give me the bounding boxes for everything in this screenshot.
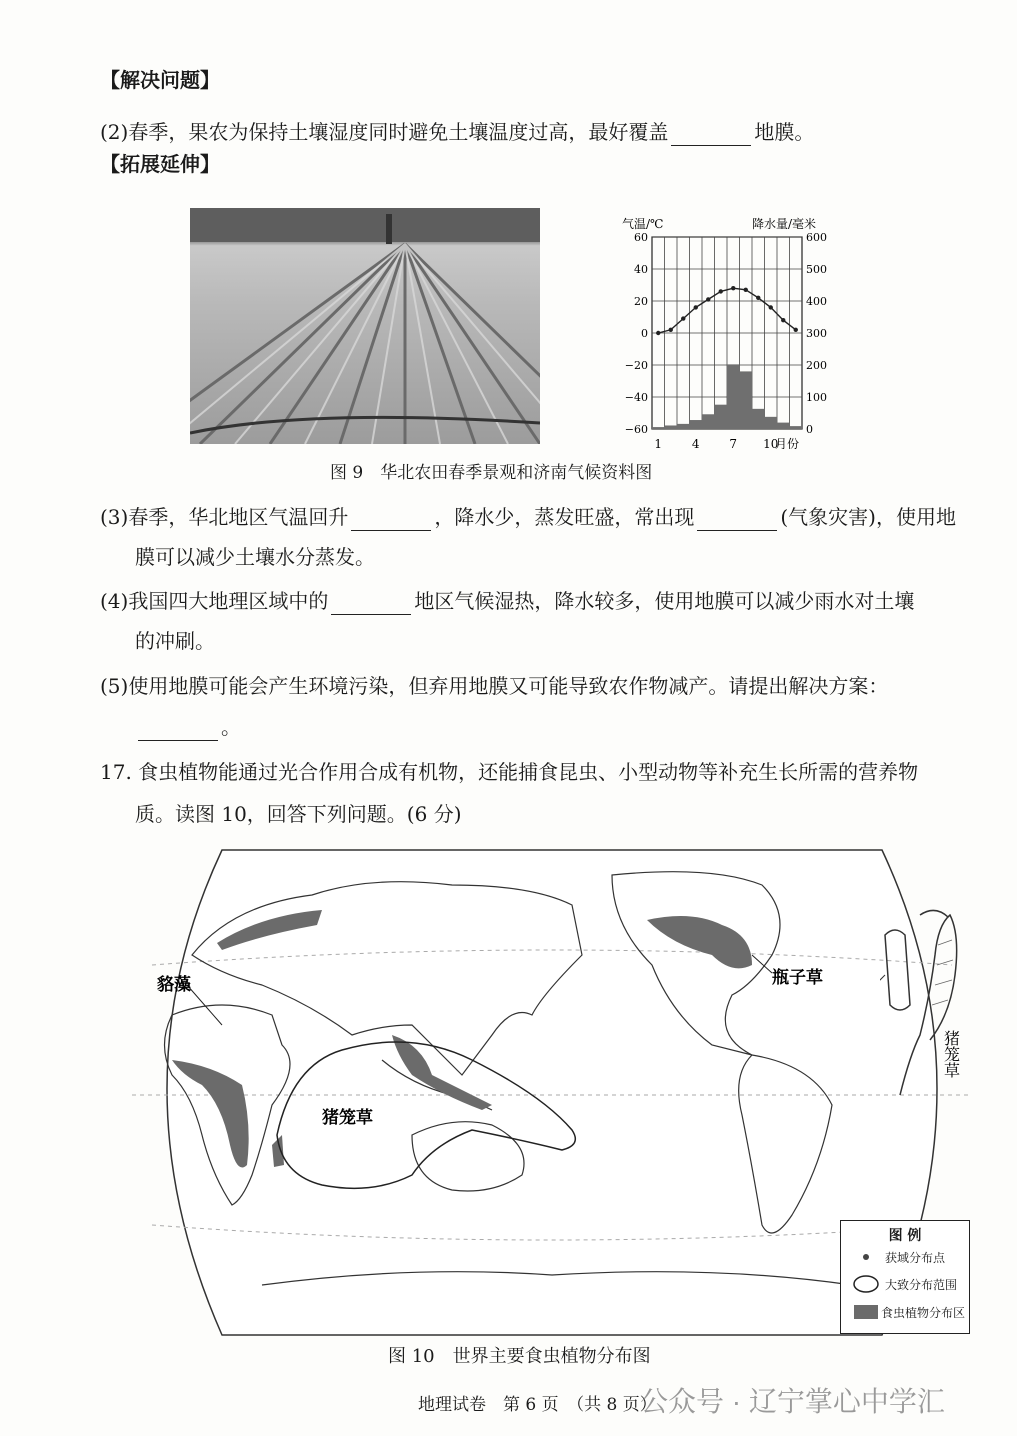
watermark: 公众号 · 辽宁掌心中学汇 — [640, 1386, 945, 1417]
left-tick-label: −40 — [624, 391, 648, 404]
temp-point-1 — [656, 331, 660, 335]
temp-point-12 — [794, 328, 798, 332]
right-tick-label: 300 — [806, 327, 827, 340]
temp-point-5 — [706, 297, 710, 301]
farmland-photo-drawing — [190, 208, 540, 444]
solve-heading: 【解决问题】 — [100, 68, 220, 92]
map-legend — [840, 1220, 970, 1334]
precip-bar-8 — [740, 371, 753, 429]
extend-heading: 【拓展延伸】 — [100, 152, 220, 176]
x-tick-label: 4 — [691, 437, 700, 451]
x-tick-label: 7 — [729, 437, 738, 451]
q3-answer-blank-2[interactable] — [697, 510, 777, 531]
right-tick-label: 500 — [806, 263, 827, 276]
temp-point-4 — [694, 305, 698, 309]
q3-text-a: (3)春季，华北地区气温回升 — [100, 505, 349, 529]
right-tick-label: 0 — [806, 423, 813, 436]
legend-symbols — [851, 1249, 881, 1329]
precip-bar-4 — [690, 420, 703, 429]
legend-point-icon — [863, 1254, 869, 1260]
left-tick-label: −20 — [624, 359, 648, 372]
temp-point-9 — [756, 296, 760, 300]
precip-bar-2 — [665, 425, 678, 429]
q4-answer-blank[interactable] — [331, 594, 411, 615]
q3-text-c: (气象灾害)，使用地 — [780, 505, 956, 529]
temp-point-3 — [681, 316, 685, 320]
temp-point-7 — [731, 286, 735, 290]
label-sarracenia: 瓶子草 — [772, 968, 823, 987]
precip-bar-1 — [652, 427, 665, 429]
q17-line-2: 质。读图 10，回答下列问题。(6 分) — [135, 802, 462, 826]
left-axis-label: 气温/℃ — [622, 217, 664, 231]
label-aldrovanda: 貉藻 — [157, 975, 191, 994]
right-tick-label: 600 — [806, 231, 827, 244]
q4-text-a: (4)我国四大地理区域中的 — [100, 589, 329, 613]
q5-answer-blank[interactable] — [138, 720, 218, 741]
right-tick-label: 100 — [806, 391, 827, 404]
left-tick-label: 60 — [634, 231, 648, 244]
label-nepenthes: 猪笼草 — [322, 1108, 373, 1127]
question-17: 17. 食虫植物能通过光合作用合成有机物，还能捕食昆虫、小型动物等补充生长所需的营养物 — [100, 760, 919, 784]
x-axis-unit: 月份 — [775, 437, 800, 451]
legend-area-icon — [854, 1305, 878, 1319]
precip-bar-10 — [765, 417, 778, 429]
temp-point-6 — [719, 289, 723, 293]
temp-point-2 — [669, 328, 673, 332]
left-tick-label: 0 — [641, 327, 648, 340]
precip-bar-6 — [715, 405, 728, 429]
q3-text-b: ，降水少，蒸发旺盛，常出现 — [434, 505, 695, 529]
q3-answer-blank-1[interactable] — [351, 510, 431, 531]
temp-point-11 — [781, 318, 785, 322]
q2-answer-blank[interactable] — [671, 125, 751, 146]
q3-line-2: 膜可以减少土壤水分蒸发。 — [135, 545, 375, 569]
legend-title: 图 例 — [888, 1228, 922, 1244]
left-tick-label: −60 — [624, 423, 648, 436]
page-footer: 地理试卷 第 6 页 （共 8 页） — [418, 1395, 657, 1415]
temp-point-8 — [744, 288, 748, 292]
precip-bar-5 — [702, 414, 715, 429]
temp-point-10 — [769, 305, 773, 309]
question-4 — [100, 587, 914, 615]
precip-bar-12 — [790, 426, 803, 429]
legend-range-label: 大致分布范围 — [885, 1278, 958, 1292]
climate-chart — [610, 212, 840, 457]
legend-point-label: 获域分布点 — [885, 1251, 946, 1265]
q2-text: (2)春季，果农为保持土壤湿度同时避免土壤温度过高，最好覆盖 — [100, 120, 669, 144]
right-tick-label: 200 — [806, 359, 827, 372]
legend-area-label: 食虫植物分布区 — [881, 1306, 966, 1320]
question-3 — [100, 503, 956, 531]
figure9-caption: 图 9 华北农田春季景观和济南气候资料图 — [330, 463, 653, 483]
legend-range-icon — [854, 1276, 878, 1292]
precip-bar-11 — [777, 423, 790, 429]
pitcher-plant-illustration — [880, 895, 965, 1095]
x-tick-label: 10 — [763, 437, 779, 451]
farmland-photo — [190, 208, 540, 444]
q5-line-2 — [135, 713, 241, 741]
right-tick-label: 400 — [806, 295, 827, 308]
left-tick-label: 20 — [634, 295, 648, 308]
precip-bar-3 — [677, 424, 690, 429]
question-5: (5)使用地膜可能会产生环境污染，但弃用地膜又可能导致农作物减产。请提出解决方案： — [100, 674, 889, 698]
x-tick-label: 1 — [654, 437, 663, 451]
precip-bar-9 — [752, 409, 765, 429]
question-2 — [100, 118, 814, 146]
label-nepenthes-side: 猪笼草 — [941, 1030, 959, 1078]
q2-text-end: 地膜。 — [754, 120, 815, 144]
left-tick-label: 40 — [634, 263, 648, 276]
figure10-caption: 图 10 世界主要食虫植物分布图 — [388, 1346, 651, 1367]
right-axis-label: 降水量/毫米 — [752, 217, 817, 231]
q4-text-b: 地区气候湿热，降水较多，使用地膜可以减少雨水对土壤 — [414, 589, 915, 613]
precip-bar-7 — [727, 364, 740, 429]
q4-line-2: 的冲刷。 — [135, 629, 215, 653]
q5-end: 。 — [221, 715, 241, 739]
